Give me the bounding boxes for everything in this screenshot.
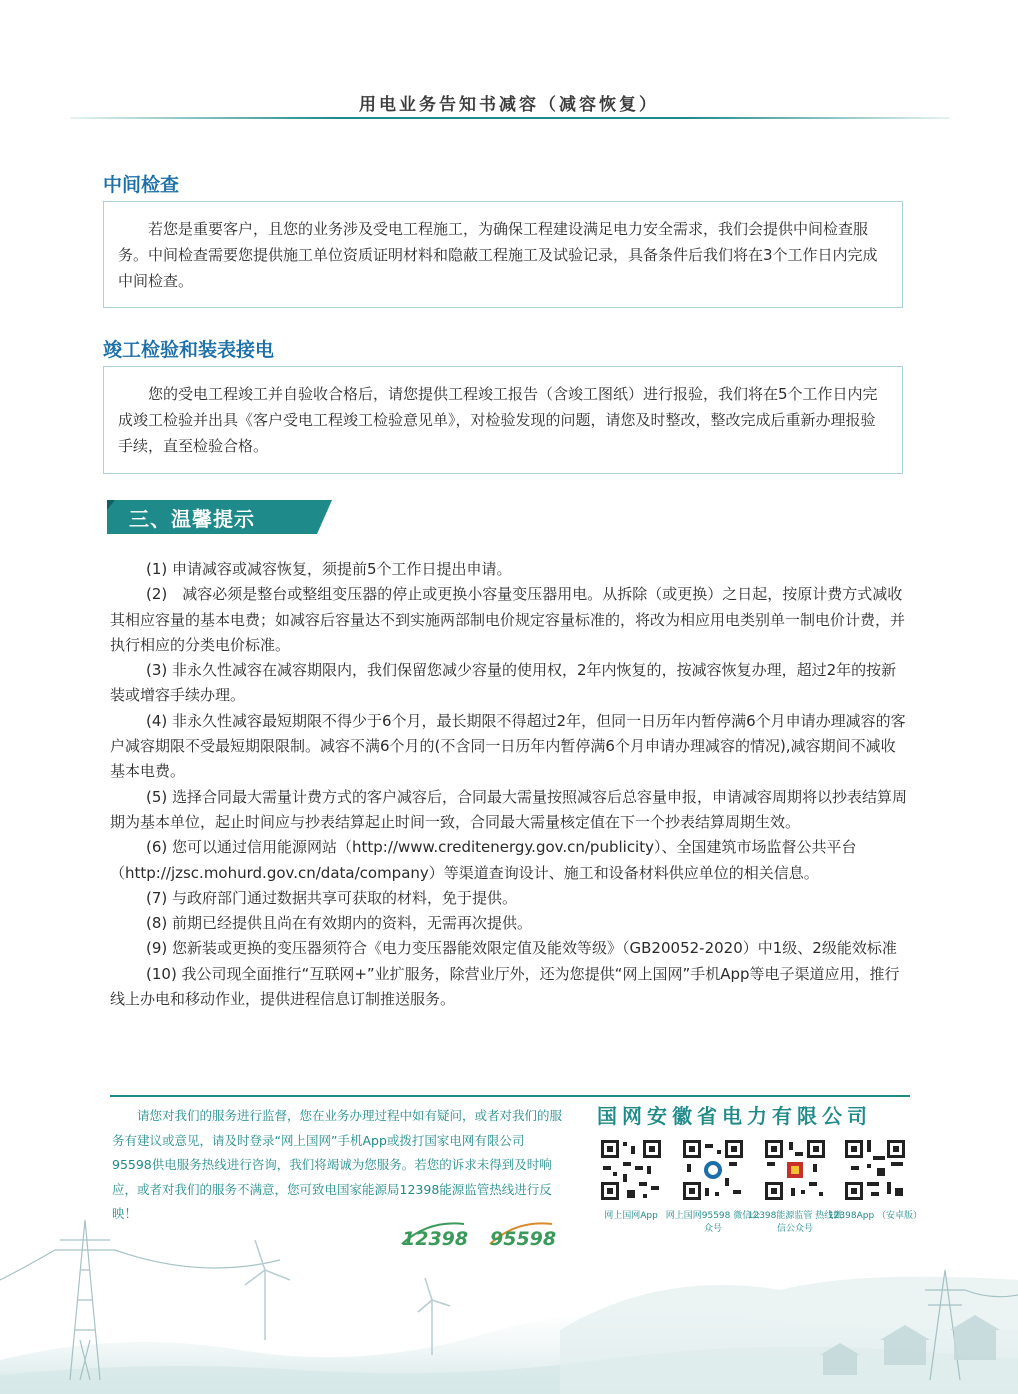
tip-item: (4) 非永久性减容最短期限不得少于6个月，最长期限不得超过2年，但同一日历年内暂停满6个月申请办理减容的客户减容期限不受最短期限限制。减容不满6个月的(不含同一日历年内暂停满6个月申请办理减容的情况),减容期间不减收基本电费。 [110, 711, 906, 781]
section-heading-mid-inspection: 中间检查 [103, 174, 180, 196]
header-divider [70, 117, 950, 119]
tips-banner [107, 500, 332, 534]
tip-item: (8) 前期已经提供且尚在有效期内的资料，无需再次提供。 [146, 914, 533, 933]
tips-list [110, 557, 910, 1012]
company-name: 国网安徽省电力有限公司 [597, 1104, 872, 1128]
qr-code-icon [599, 1138, 663, 1202]
qr-code-icon [681, 1138, 745, 1202]
tip-item: (10) 我公司现全面推行“互联网+”业扩服务，除营业厅外，还为您提供“网上国网”手机App等电子渠道应用，推行线上办电和移动作业，提供进程信息订制推送服务。 [110, 964, 900, 1009]
footer-supervision-text: 请您对我们的服务进行监督，您在业务办理过程中如有疑问，或者对我们的服务有建议或意见，请及时登录“网上国网”手机App或拨打国家电网有限公司95598供电服务热线进行咨询，我们将竭诚为您服务。若您的诉求未得到及时响应，或者对我们的服务不满意，您可致电国家能源局12398能源监管热线进行反映！ [112, 1108, 563, 1221]
power-landscape-illustration [0, 1210, 1018, 1394]
qr-label: 网上国网95598 微信公众号 [665, 1211, 761, 1234]
qr-code-icon [843, 1138, 907, 1202]
section-heading-completion-inspection: 竣工检验和装表接电 [103, 339, 275, 361]
hotline-number: 95598 [490, 1228, 557, 1250]
section-box-completion-inspection: 您的受电工程竣工并自验收合格后，请您提供工程竣工报告（含竣工图纸）进行报验，我们将在5个工作日内完成竣工检验并出具《客户受电工程竣工检验意见单》，对检验发现的问题，请您及时整改，整改完成后重新办理报验手续，直至检验合格。 [103, 366, 903, 474]
tip-item: (2) 减容必须是整台或整组变压器的停止或更换小容量变压器用电。从拆除（或更换）之日起，按原计费方式减收其相应容量的基本电费；如减容后容量达不到实施两部制电价规定容量标准的，将改为相应用电类别单一制电价计费，并执行相应的分类电价标准。 [110, 585, 906, 654]
tips-heading: 三、温馨提示 [129, 507, 255, 531]
footer-divider [110, 1095, 910, 1097]
tip-item: (6) 您可以通过信用能源网站（http://www.creditenergy.gov.cn/publicity）、全国建筑市场监督公共平台（http://jzsc.mohurd.gov.cn/data/company）等渠道查询设计、施工和设备材料供应单位的相关信息。 [110, 838, 857, 882]
page-header-title: 用电业务告知书减容（减容恢复） [359, 95, 659, 115]
tip-item: (1) 申请减容或减容恢复，须提前5个工作日提出申请。 [146, 560, 512, 578]
qr-label: 12398能源监管 热线微信公众号 [747, 1211, 843, 1234]
tip-item: (9) 您新装或更换的变压器须符合《电力变压器能效限定值及能效等级》（GB20052-2020）中1级、2级能效标准 [146, 939, 897, 958]
tip-item: (7) 与政府部门通过数据共享可获取的材料，免于提供。 [146, 888, 518, 907]
hotline-number: 12398 [402, 1228, 469, 1250]
qr-code-icon [763, 1138, 827, 1202]
tip-item: (3) 非永久性减容在减容期限内，我们保留您减少容量的使用权，2年内恢复的，按减容恢复办理，超过2年的按新装或增容手续办理。 [110, 661, 897, 705]
qr-label: 12398App （安卓版） [827, 1211, 923, 1221]
tip-item: (5) 选择合同最大需量计费方式的客户减容后，合同最大需量按照减容后总容量申报，申请减容周期将以抄表结算周期为基本单位，起止时间应与抄表结算起止时间一致，合同最大需量核定值在下一个抄表结算周期生效。 [110, 787, 908, 831]
qr-label: 网上国网App [604, 1211, 658, 1221]
section-box-mid-inspection: 若您是重要客户，且您的业务涉及受电工程施工，为确保工程建设满足电力安全需求，我们会提供中间检查服务。中间检查需要您提供施工单位资质证明材料和隐蔽工程施工及试验记录，具备条件后我们将在3个工作日内完成中间检查。 [103, 201, 903, 308]
